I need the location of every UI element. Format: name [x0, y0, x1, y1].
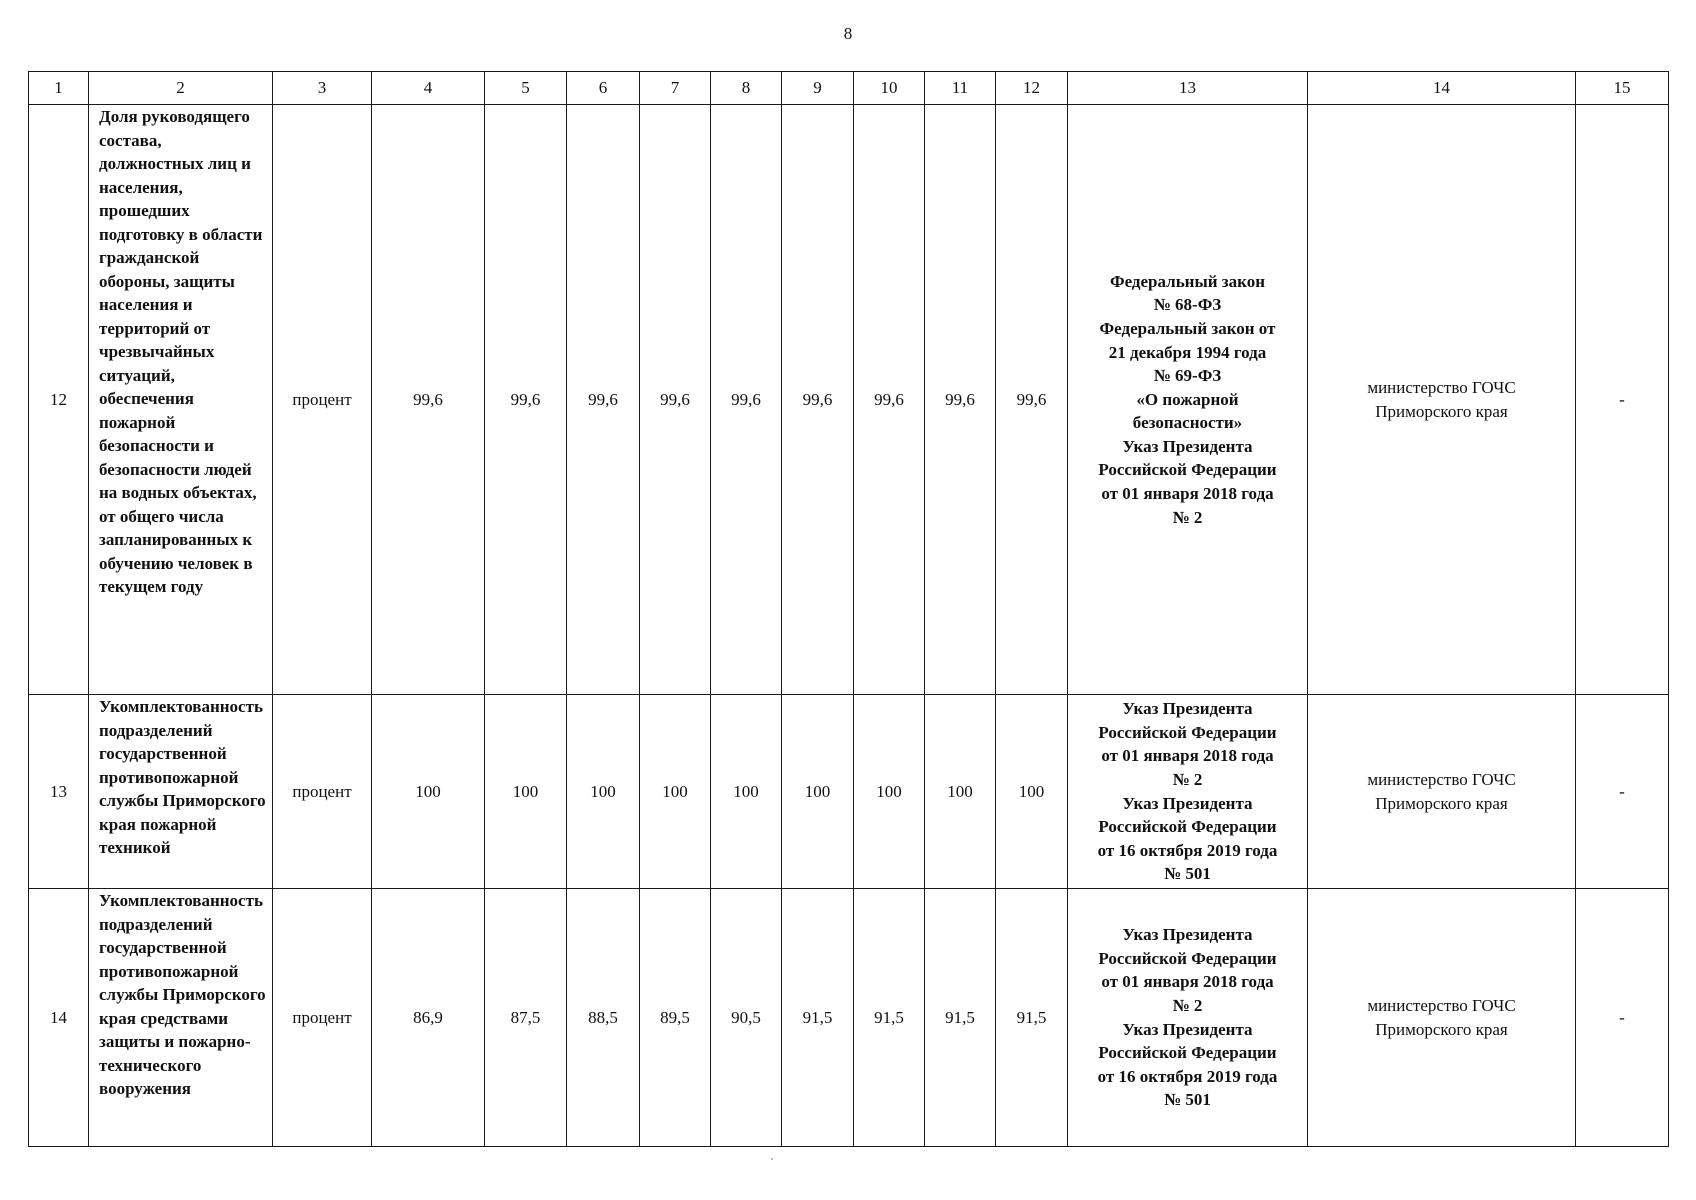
value-cell: 99,6	[372, 105, 485, 695]
value-cell: 90,5	[711, 889, 782, 1147]
row-number: 12	[29, 105, 89, 695]
column-header: 14	[1308, 72, 1576, 105]
value-cell: 99,6	[711, 105, 782, 695]
value-cell: 100	[782, 695, 854, 889]
indicators-table	[28, 71, 1669, 1147]
value-cell: 88,5	[567, 889, 640, 1147]
column-header: 7	[640, 72, 711, 105]
value-cell: 91,5	[854, 889, 925, 1147]
value-cell: 100	[925, 695, 996, 889]
value-cell: 100	[996, 695, 1068, 889]
page-number: 8	[843, 24, 853, 43]
value-cell: 99,6	[996, 105, 1068, 695]
column-header: 9	[782, 72, 854, 105]
column-header: 10	[854, 72, 925, 105]
value-cell: 86,9	[372, 889, 485, 1147]
value-cell: 100	[640, 695, 711, 889]
indicator-name: Доля руководящего состава, должностных лиц и населения, прошедших подготовку в области гражданской обороны, защиты населения и территорий от чрезвычайных ситуаций, обеспечения пожарной безопасности и безопасности людей на водных объектах, от общего числа запланированных к обучению человек в текущем году	[89, 105, 273, 695]
value-cell: 91,5	[782, 889, 854, 1147]
value-cell: 87,5	[485, 889, 567, 1147]
value-cell: 89,5	[640, 889, 711, 1147]
value-cell: 99,6	[485, 105, 567, 695]
note-cell: -	[1576, 105, 1669, 695]
value-cell: 91,5	[996, 889, 1068, 1147]
responsible-cell: министерство ГОЧС Приморского края	[1308, 695, 1576, 889]
value-cell: 99,6	[640, 105, 711, 695]
value-cell: 99,6	[925, 105, 996, 695]
column-header: 1	[29, 72, 89, 105]
column-header: 15	[1576, 72, 1669, 105]
value-cell: 100	[567, 695, 640, 889]
scan-speck	[771, 1158, 773, 1160]
column-header: 3	[273, 72, 372, 105]
table-row	[29, 695, 1669, 889]
legal-basis-cell: Федеральный закон № 68-ФЗ Федеральный закон от 21 декабря 1994 года № 69-ФЗ «О пожарной безопасности» Указ Президента Российской Федерации от 01 января 2018 года № 2	[1068, 105, 1308, 695]
value-cell: 100	[485, 695, 567, 889]
column-header: 2	[89, 72, 273, 105]
note-cell: -	[1576, 695, 1669, 889]
indicator-name: Укомплектованность подразделений государственной противопожарной службы Приморского края пожарной техникой	[89, 695, 273, 889]
row-number: 14	[29, 889, 89, 1147]
responsible-cell: министерство ГОЧС Приморского края	[1308, 105, 1576, 695]
unit-cell: процент	[273, 889, 372, 1147]
value-cell: 99,6	[854, 105, 925, 695]
column-header: 6	[567, 72, 640, 105]
legal-basis-cell: Указ Президента Российской Федерации от 01 января 2018 года № 2 Указ Президента Российской Федерации от 16 октября 2019 года № 501	[1068, 889, 1308, 1147]
table-row	[29, 105, 1669, 695]
column-header: 4	[372, 72, 485, 105]
value-cell: 100	[854, 695, 925, 889]
unit-cell: процент	[273, 105, 372, 695]
value-cell: 99,6	[782, 105, 854, 695]
column-header: 8	[711, 72, 782, 105]
column-header: 5	[485, 72, 567, 105]
unit-cell: процент	[273, 695, 372, 889]
value-cell: 100	[711, 695, 782, 889]
column-header: 13	[1068, 72, 1308, 105]
responsible-cell: министерство ГОЧС Приморского края	[1308, 889, 1576, 1147]
table-row	[29, 889, 1669, 1147]
column-header: 11	[925, 72, 996, 105]
value-cell: 100	[372, 695, 485, 889]
note-cell: -	[1576, 889, 1669, 1147]
value-cell: 91,5	[925, 889, 996, 1147]
value-cell: 99,6	[567, 105, 640, 695]
column-number-row	[29, 72, 1669, 105]
row-number: 13	[29, 695, 89, 889]
indicator-name: Укомплектованность подразделений государственной противопожарной службы Приморского края средствами защиты и пожарно-технического вооружения	[89, 889, 273, 1147]
column-header: 12	[996, 72, 1068, 105]
legal-basis-cell: Указ Президента Российской Федерации от 01 января 2018 года № 2 Указ Президента Российской Федерации от 16 октября 2019 года № 501	[1068, 695, 1308, 889]
